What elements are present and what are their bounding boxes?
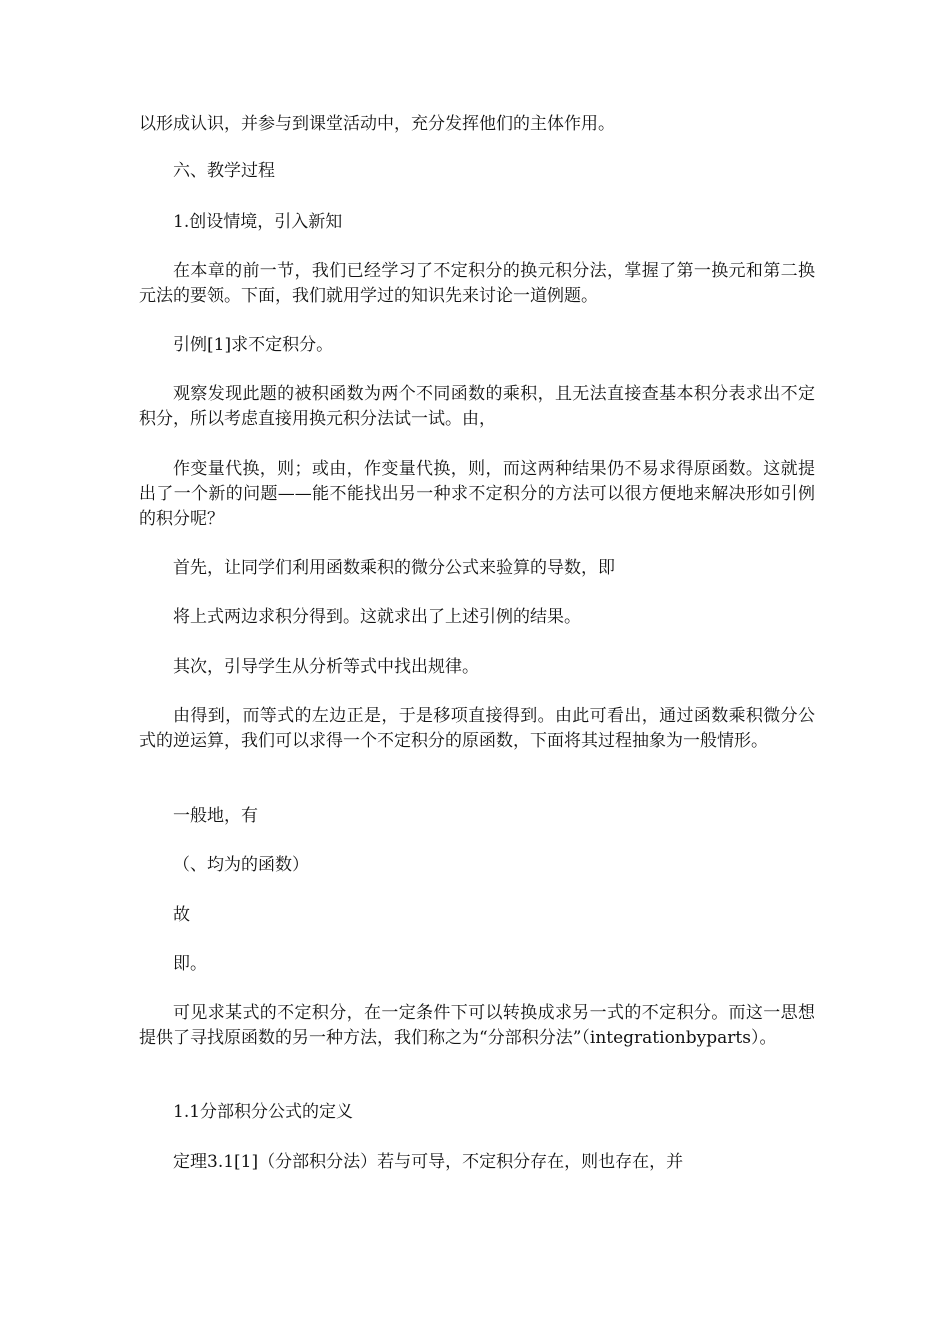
section-heading-teaching-process: 六、教学过程 (173, 161, 275, 181)
paragraph-previous-section: 在本章的前一节，我们已经学习了不定积分的换元积分法，掌握了第一换元和第二换元法的要领。下面，我们就用学过的知识先来讨论一道例题。 (139, 261, 815, 306)
paragraph-observation: 观察发现此题的被积函数为两个不同函数的乘积，且无法直接查基本积分表求出不定积分，所以考虑直接用换元积分法试一试。由， (139, 384, 815, 429)
paragraph-example-1: 引例[1]求不定积分。 (173, 335, 334, 355)
subheading-definition: 1.1分部积分公式的定义 (173, 1102, 354, 1122)
paragraph-in-general: 一般地，有 (173, 806, 258, 826)
paragraph-integrate-both-sides: 将上式两边求积分得到。这就求出了上述引例的结果。 (173, 607, 581, 627)
paragraph-that-is: 即。 (173, 954, 207, 974)
paragraph-theorem: 定理3.1[1]（分部积分法）若与可导，不定积分存在，则也存在，并 (173, 1152, 684, 1172)
paragraph-functions-note: （、均为的函数） (173, 855, 309, 875)
paragraph-first-step: 首先，让同学们利用函数乘积的微分公式来验算的导数，即 (173, 558, 615, 578)
subheading-create-situation: 1.创设情境，引入新知 (173, 212, 343, 232)
paragraph-substitution: 作变量代换，则；或由，作变量代换，则，而这两种结果仍不易求得原函数。这就提出了一个新的问题——能不能找出另一种求不定积分的方法可以很方便地来解决形如引例的积分呢？ (139, 459, 815, 529)
paragraph-derivation: 由得到，而等式的左边正是，于是移项直接得到。由此可看出，通过函数乘积微分公式的逆运算，我们可以求得一个不定积分的原函数，下面将其过程抽象为一般情形。 (139, 706, 815, 751)
paragraph-therefore: 故 (173, 905, 190, 925)
paragraph-second-step: 其次，引导学生从分析等式中找出规律。 (173, 657, 479, 677)
paragraph-integration-by-parts: 可见求某式的不定积分，在一定条件下可以转换成求另一式的不定积分。而这一思想提供了寻找原函数的另一种方法，我们称之为“分部积分法”（integrationbyparts）。 (139, 1003, 815, 1048)
paragraph-intro-continuation: 以形成认识，并参与到课堂活动中，充分发挥他们的主体作用。 (139, 114, 615, 134)
